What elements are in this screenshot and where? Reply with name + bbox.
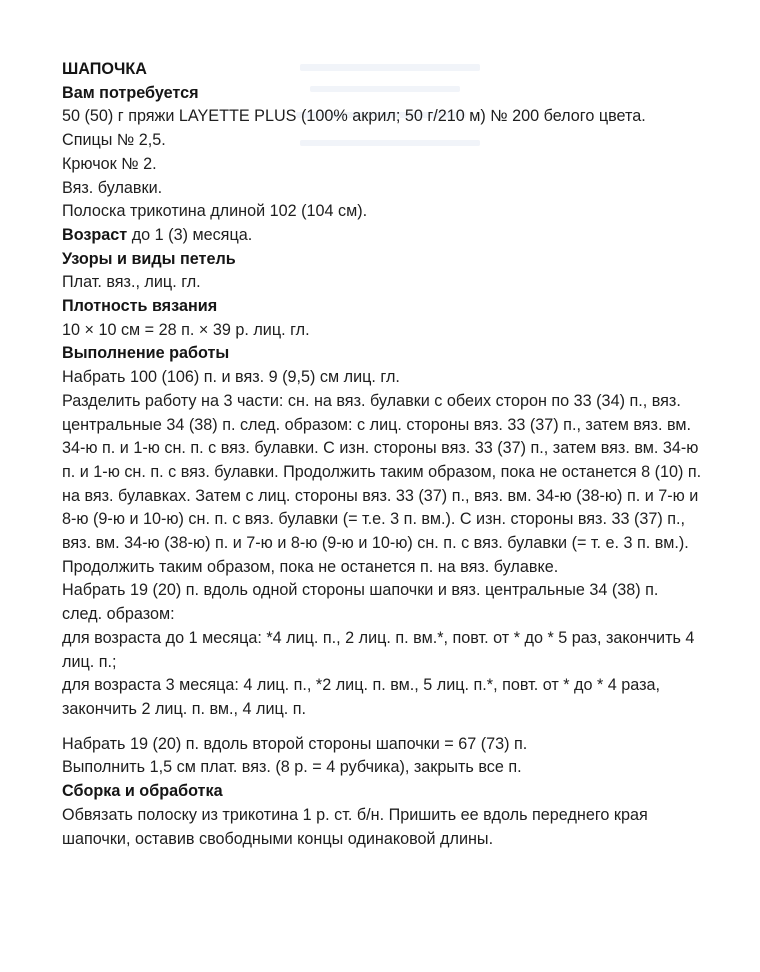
- paragraph-gap: [62, 722, 702, 733]
- age-label: Возраст: [62, 225, 128, 244]
- page-title: ШАПОЧКА: [62, 60, 147, 78]
- instructions-paragraph: Набрать 100 (106) п. и вяз. 9 (9,5) см лиц. гл.: [62, 368, 400, 387]
- assembly-heading: Сборка и обработка: [62, 782, 223, 801]
- age-text: до 1 (3) месяца.: [127, 225, 253, 244]
- instructions-paragraph: для возраста до 1 месяца: *4 лиц. п., 2 лиц. п. вм.*, повт. от * до * 5 раз, закончить 4 лиц. п.;: [62, 628, 695, 671]
- knitting-pattern-page: [62, 58, 702, 851]
- materials-item: Крючок № 2.: [62, 154, 157, 173]
- materials-heading: Вам потребуется: [62, 83, 199, 102]
- instructions-paragraph: Разделить работу на 3 части: сн. на вяз. булавки с обеих сторон по 33 (34) п., вяз. центральные 34 (38) п. след. образом: с лиц. стороны вяз. 33 (37) п., затем вяз. вм. 34-ю п. и 1-ю сн. п. с вяз. булавки. С изн. стороны вяз. 33 (37) п., затем вяз. вм. 34-ю п. и 1-ю сн. п. с вяз. булавки. Продолжить таким образом, пока не останется 8 (10) п. на вяз. булавках. Затем с лиц. стороны вяз. 33 (37) п., вяз. вм. 34-ю (38-ю) п. и 7-ю и 8-ю (9-ю и 10-ю) сн. п. с вяз. булавки (= т.е. 3 п. вм.). С изн. стороны вяз. 33 (37) п., вяз. вм. 34-ю (38-ю) п. и 7-ю и 8-ю (9-ю и 10-ю) сн. п. с вяз. булавки (= т. е. 3 п. вм.). Продолжить таким образом, пока не останется п. на вяз. булавке.: [62, 391, 702, 576]
- materials-item: Вяз. булавки.: [62, 178, 163, 197]
- patterns-text: Плат. вяз., лиц. гл.: [62, 273, 201, 292]
- instructions-paragraph: Набрать 19 (20) п. вдоль второй стороны шапочки = 67 (73) п.: [62, 734, 528, 753]
- gauge-text: 10 × 10 см = 28 п. × 39 р. лиц. гл.: [62, 320, 310, 339]
- patterns-heading: Узоры и виды петель: [62, 249, 236, 268]
- materials-item: 50 (50) г пряжи LAYETTE PLUS (100% акрил; 50 г/210 м) № 200 белого цвета.: [62, 107, 646, 126]
- materials-item: Полоска трикотина длиной 102 (104 см).: [62, 202, 368, 221]
- instructions-heading: Выполнение работы: [62, 344, 230, 363]
- assembly-text: Обвязать полоску из трикотина 1 р. ст. б/н. Пришить ее вдоль переднего края шапочки, оставив свободными концы одинаковой длины.: [62, 805, 648, 848]
- materials-item: Спицы № 2,5.: [62, 131, 166, 150]
- instructions-paragraph: для возраста 3 месяца: 4 лиц. п., *2 лиц. п. вм., 5 лиц. п.*, повт. от * до * 4 раза, закончить 2 лиц. п. вм., 4 лиц. п.: [62, 676, 661, 718]
- age-line: [62, 224, 702, 248]
- gauge-heading: Плотность вязания: [62, 297, 218, 316]
- instructions-paragraph: Выполнить 1,5 см плат. вяз. (8 р. = 4 рубчика), закрыть все п.: [62, 758, 522, 777]
- instructions-paragraph: Набрать 19 (20) п. вдоль одной стороны шапочки и вяз. центральные 34 (38) п. след. образом:: [62, 581, 659, 624]
